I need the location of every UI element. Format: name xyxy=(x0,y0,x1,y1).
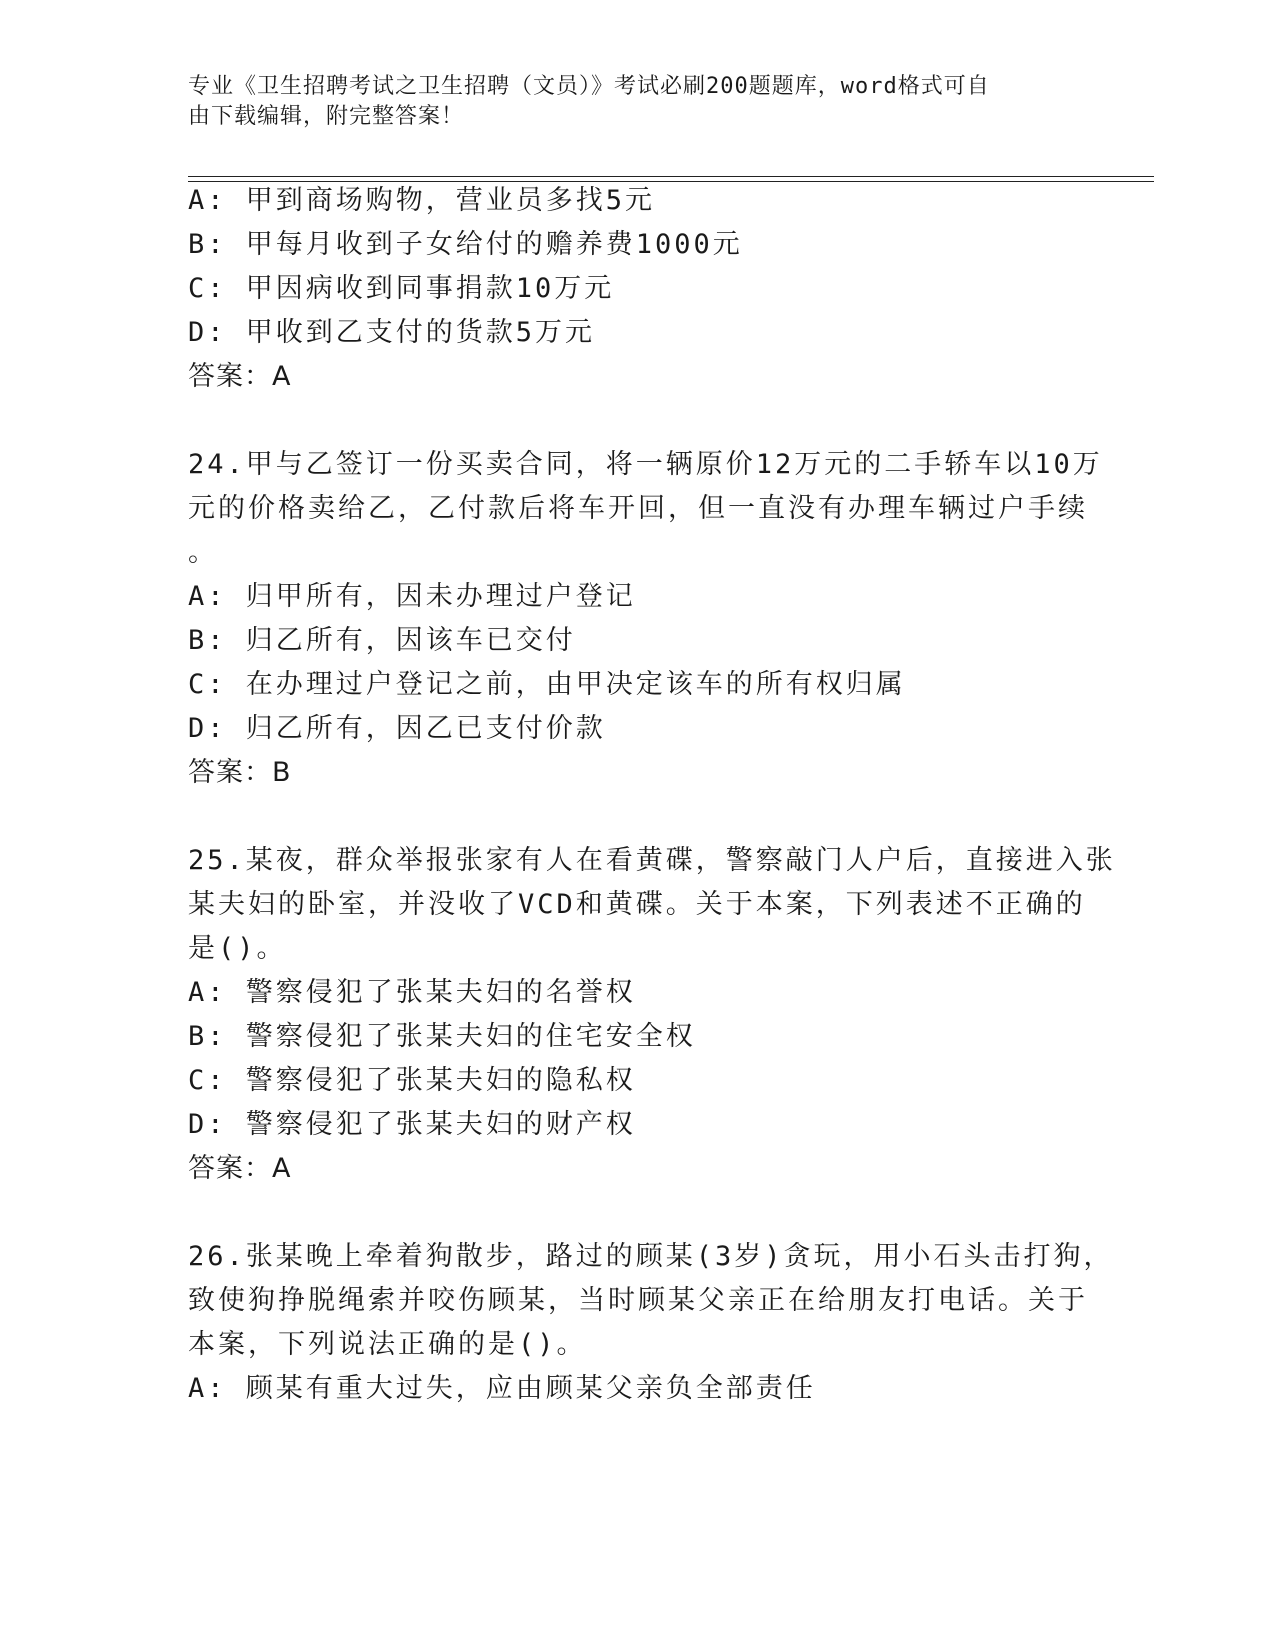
q24-option-c: C: 在办理过户登记之前，由甲决定该车的所有权归属 xyxy=(188,669,906,700)
q23-option-d: D: 甲收到乙支付的货款5万元 xyxy=(188,317,596,348)
q25-stem-line-2: 某夫妇的卧室，并没收了VCD和黄碟。关于本案，下列表述不正确的 xyxy=(188,889,1086,920)
q25-stem-line-1: 25.某夜，群众举报张家有人在看黄碟，警察敲门人户后，直接进入张 xyxy=(188,845,1116,876)
q23-answer: 答案：A xyxy=(188,361,292,392)
q26-stem-line-1: 26.张某晚上牵着狗散步，路过的顾某(3岁)贪玩，用小石头击打狗， xyxy=(188,1241,1114,1272)
q24-stem-line-3: 。 xyxy=(188,537,218,568)
q23-option-a: A: 甲到商场购物，营业员多找5元 xyxy=(188,185,656,216)
q23-option-b: B: 甲每月收到子女给付的赡养费1000元 xyxy=(188,229,743,260)
q25-answer: 答案：A xyxy=(188,1153,292,1184)
q23-option-c: C: 甲因病收到同事捐款10万元 xyxy=(188,273,615,304)
header-line-1: 专业《卫生招聘考试之卫生招聘（文员）》考试必刷200题题库，word格式可自 xyxy=(188,74,990,99)
header-divider xyxy=(188,176,1154,182)
q25-option-b: B: 警察侵犯了张某夫妇的住宅安全权 xyxy=(188,1021,696,1052)
q26-stem-line-2: 致使狗挣脱绳索并咬伤顾某，当时顾某父亲正在给朋友打电话。关于 xyxy=(188,1285,1088,1316)
q26-option-a: A: 顾某有重大过失，应由顾某父亲负全部责任 xyxy=(188,1373,816,1404)
q24-option-d: D: 归乙所有，因乙已支付价款 xyxy=(188,713,606,744)
q24-stem-line-2: 元的价格卖给乙，乙付款后将车开回，但一直没有办理车辆过户手续 xyxy=(188,493,1088,524)
header-line-2: 由下载编辑，附完整答案！ xyxy=(188,104,465,129)
q25-option-c: C: 警察侵犯了张某夫妇的隐私权 xyxy=(188,1065,636,1096)
q24-answer: 答案：B xyxy=(188,757,292,788)
q24-option-a: A: 归甲所有，因未办理过户登记 xyxy=(188,581,636,612)
q24-stem-line-1: 24.甲与乙签订一份买卖合同，将一辆原价12万元的二手轿车以10万 xyxy=(188,449,1103,480)
document-header xyxy=(188,72,1068,132)
q25-option-d: D: 警察侵犯了张某夫妇的财产权 xyxy=(188,1109,636,1140)
q25-stem-line-3: 是()。 xyxy=(188,933,287,964)
q26-stem-line-3: 本案，下列说法正确的是()。 xyxy=(188,1329,587,1360)
q25-option-a: A: 警察侵犯了张某夫妇的名誉权 xyxy=(188,977,636,1008)
q24-option-b: B: 归乙所有，因该车已交付 xyxy=(188,625,576,656)
